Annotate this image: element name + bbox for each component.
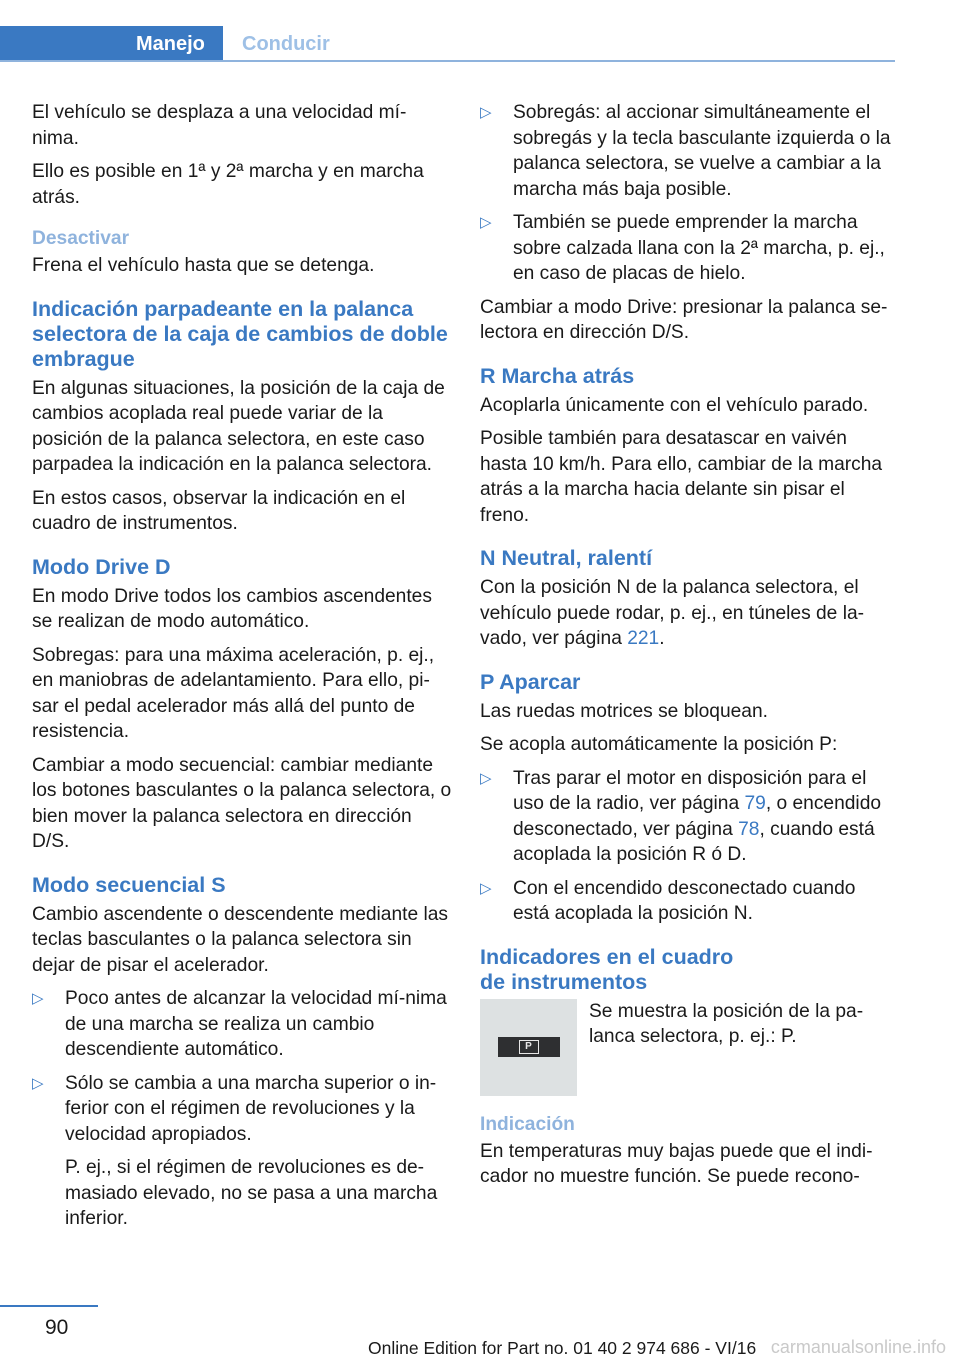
- paragraph: Se acopla automáticamente la posición P:: [480, 734, 838, 755]
- heading-indicadores: Indicadores en el cuadro de instrumentos: [480, 944, 734, 994]
- list-item: ▷ Sólo se cambia a una marcha superior o in-ferior con el régimen de revoluciones y la velocidad apropiados. P. ej., si el régimen de revoluciones es de-masiado elevado, no se pasa a una marcha inferior.: [32, 1071, 452, 1232]
- heading-n-neutral: N Neutral, ralentí: [480, 546, 653, 570]
- paragraph: En algunas situaciones, la posición de la caja de cambios acoplada real puede variar de la posición de la palanca selectora, en este caso parpadea la indicación en la palanca selectora.: [32, 377, 445, 475]
- bullet-list: [32, 986, 452, 1232]
- page-link-78[interactable]: 78: [738, 818, 760, 840]
- list-item: ▷ Tras parar el motor en disposición para el uso de la radio, ver página 79, o encendido desconectado, ver página 78, cuando está acoplada la posición R ó D.: [480, 767, 882, 865]
- paragraph: En temperaturas muy bajas puede que el indi-cador no muestre función. Se puede recono-: [480, 1140, 873, 1187]
- subheading-desactivar: Desactivar: [32, 228, 130, 249]
- paragraph: Con la posición N de la palanca selectora, el vehículo puede rodar, p. ej., en túneles de la-vado, ver página 221.: [480, 577, 865, 649]
- triangle-bullet-icon: ▷: [480, 769, 492, 787]
- paragraph: Posible también para desatascar en vaivén hasta 10 km/h. Para ello, cambiar de la marcha atrás a la marcha hacia delante sin pisar el freno.: [480, 428, 883, 526]
- heading-r-marcha-atras: R Marcha atrás: [480, 363, 635, 388]
- right-column: [480, 100, 896, 1198]
- watermark: carmanualsonline.info: [770, 1337, 946, 1357]
- bullet-list: [480, 100, 896, 287]
- subheading-indicacion: Indicación: [480, 1113, 575, 1135]
- left-column: [32, 100, 452, 1240]
- paragraph: Frena el vehículo hasta que se detenga.: [32, 255, 375, 276]
- list-item: ▷ Con el encendido desconectado cuando está acoplada la posición N.: [480, 877, 856, 924]
- edition-label: Online Edition for Part no. 01 40 2 974 686 - VI/16: [368, 1338, 757, 1358]
- indicator-caption: Se muestra la posición de la pa-lanca selectora, p. ej.: P.: [589, 1000, 864, 1047]
- tab-conducir[interactable]: Conducir: [242, 33, 330, 55]
- paragraph: El vehículo se desplaza a una velocidad mí-nima.: [32, 102, 407, 149]
- triangle-bullet-icon: ▷: [480, 214, 492, 231]
- paragraph: Cambiar a modo Drive: presionar la palanca se-lectora en dirección D/S.: [480, 296, 888, 343]
- footer-rule: [0, 1305, 98, 1307]
- page-number: 90: [45, 1316, 69, 1339]
- paragraph: Acoplarla únicamente con el vehículo parado.: [480, 394, 869, 416]
- paragraph: Ello es posible en 1ª y 2ª marcha y en marcha atrás.: [32, 161, 424, 208]
- heading-modo-drive: Modo Drive D: [32, 554, 171, 579]
- tab-manejo[interactable]: Manejo: [0, 26, 223, 62]
- list-item: ▷ Poco antes de alcanzar la velocidad mí-nima de una marcha se realiza un cambio descendiente automático.: [32, 988, 447, 1060]
- heading-p-aparcar: P Aparcar: [480, 669, 581, 694]
- triangle-bullet-icon: ▷: [32, 1074, 44, 1092]
- paragraph: En modo Drive todos los cambios ascendentes se realizan de modo automático.: [32, 585, 432, 632]
- triangle-bullet-icon: ▷: [480, 104, 492, 121]
- paragraph: Cambio ascendente o descendente mediante las teclas basculantes o la palanca selectora sin dejar de pisar el acelerador.: [32, 903, 449, 976]
- paragraph: Las ruedas motrices se bloquean.: [480, 700, 768, 722]
- indicator-figure: [480, 999, 896, 1096]
- park-indicator-icon: P: [498, 1037, 560, 1057]
- paragraph: Sobregas: para una máxima aceleración, p. ej., en maniobras de adelantamiento. Para ello, pi-sar el pedal acelerador más allá del punto de resistencia.: [32, 644, 435, 742]
- list-item-note: P. ej., si el régimen de revoluciones es de-masiado elevado, no se pasa a una marcha inferior.: [65, 1157, 438, 1229]
- page-link-221[interactable]: 221: [627, 628, 660, 649]
- heading-modo-secuencial: Modo secuencial S: [32, 872, 226, 897]
- list-item: ▷ También se puede emprender la marcha sobre calzada llana con la 2ª marcha, p. ej., en caso de placas de hielo.: [480, 212, 885, 284]
- triangle-bullet-icon: ▷: [480, 879, 492, 897]
- paragraph: Cambiar a modo secuencial: cambiar mediante los botones basculantes o la palanca selectora, o bien mover la palanca selectora en dirección D/S.: [32, 754, 452, 852]
- bullet-list: [480, 766, 896, 927]
- heading-indicacion-parpadeante: Indicación parpadeante en la palanca selectora de la caja de cambios de doble embrague: [32, 296, 448, 371]
- list-item: ▷ Sobregás: al accionar simultáneamente el sobregás y la tecla basculante izquierda o la palanca selectora, se vuelve a cambiar a la marcha más baja posible.: [480, 102, 891, 200]
- triangle-bullet-icon: ▷: [32, 990, 44, 1007]
- header-rule: [0, 60, 895, 62]
- header-tabs: [0, 26, 895, 62]
- gear-indicator-image: [480, 999, 577, 1096]
- paragraph: En estos casos, observar la indicación en el cuadro de instrumentos.: [32, 487, 406, 534]
- page-link-79[interactable]: 79: [744, 793, 766, 814]
